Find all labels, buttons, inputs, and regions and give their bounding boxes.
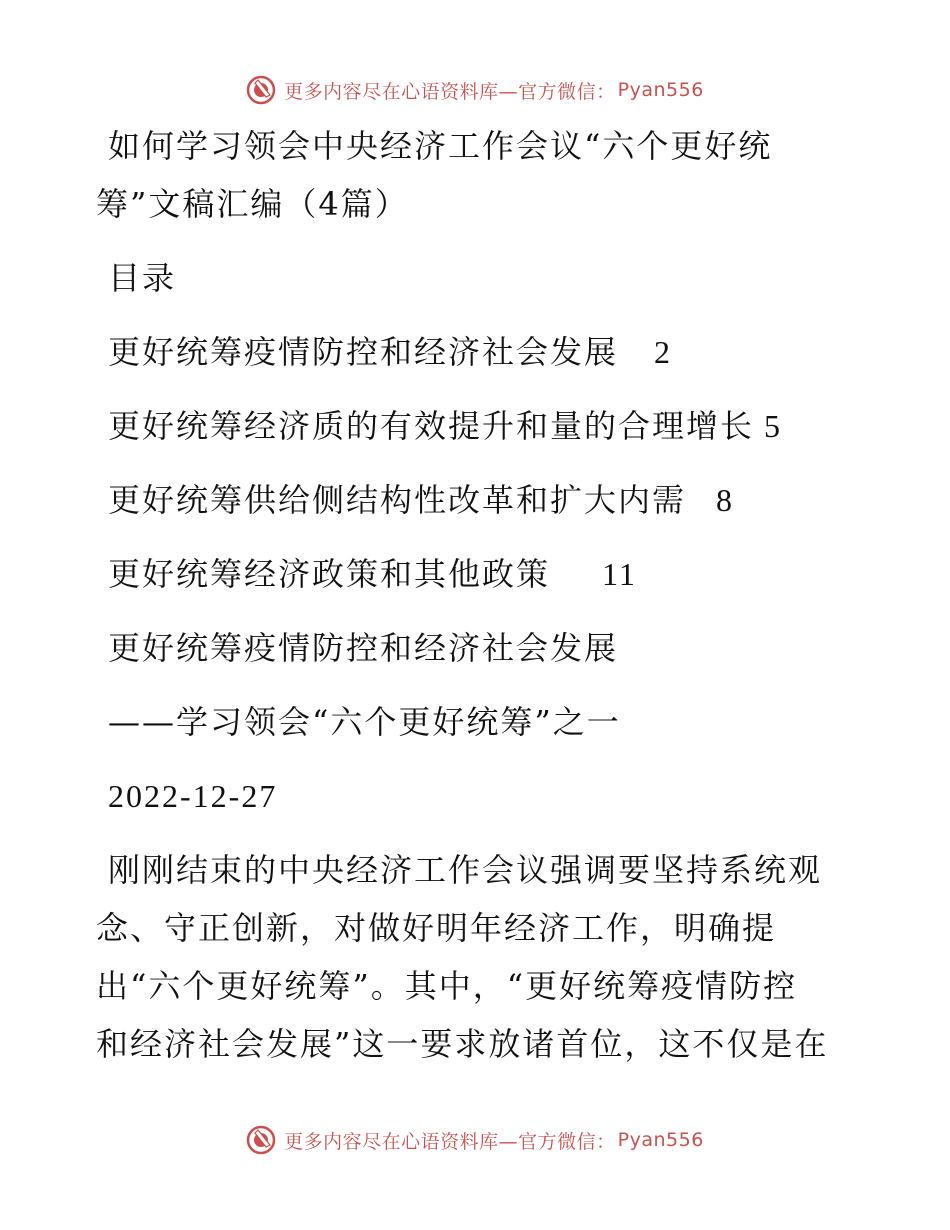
article-body-line: 出“六个更好统筹”。其中，“更好统筹疫情防控 <box>96 967 798 1005</box>
toc-item[interactable] <box>108 554 637 594</box>
article-title: 更好统筹疫情防控和经济社会发展 <box>108 629 619 667</box>
toc-item-page: 5 <box>764 408 783 444</box>
toc-item-page: 11 <box>602 556 637 592</box>
toc-item[interactable] <box>108 332 672 372</box>
brand-logo-icon <box>246 75 276 105</box>
article-body-line: 和经济社会发展”这一要求放诸首位，这不仅是在 <box>96 1025 829 1063</box>
article-subtitle: ——学习领会“六个更好统筹”之一 <box>108 703 621 741</box>
toc-item-label: 更好统筹疫情防控和经济社会发展 <box>108 333 619 371</box>
toc-item-label: 更好统筹供给侧结构性改革和扩大内需 <box>108 481 687 519</box>
toc-item-label: 更好统筹经济质的有效提升和量的合理增长 <box>108 407 755 445</box>
toc-item[interactable] <box>108 406 782 446</box>
watermark-text: 更多内容尽在心语资料库—官方微信： <box>284 80 616 103</box>
toc-item[interactable] <box>108 480 734 520</box>
article-date: 2022-12-27 <box>108 778 278 814</box>
doc-title-line-1: 如何学习领会中央经济工作会议“六个更好统 <box>108 127 773 165</box>
doc-title-line-2: 筹”文稿汇编（4篇） <box>96 185 409 223</box>
brand-logo-icon <box>246 1125 276 1155</box>
toc-item-page: 8 <box>716 482 735 518</box>
article-body-line: 念、守正创新，对做好明年经济工作，明确提 <box>96 909 777 947</box>
toc-heading: 目录 <box>108 259 177 297</box>
watermark-wechat-id: Pyan556 <box>617 79 704 101</box>
article-body-line: 刚刚结束的中央经济工作会议强调要坚持系统观 <box>108 851 823 889</box>
footer-watermark <box>0 1120 950 1160</box>
header-watermark <box>0 70 950 110</box>
watermark-wechat-id: Pyan556 <box>617 1129 704 1151</box>
toc-item-page: 2 <box>654 334 673 370</box>
toc-item-label: 更好统筹经济政策和其他政策 <box>108 555 551 593</box>
watermark-text: 更多内容尽在心语资料库—官方微信： <box>284 1130 616 1153</box>
